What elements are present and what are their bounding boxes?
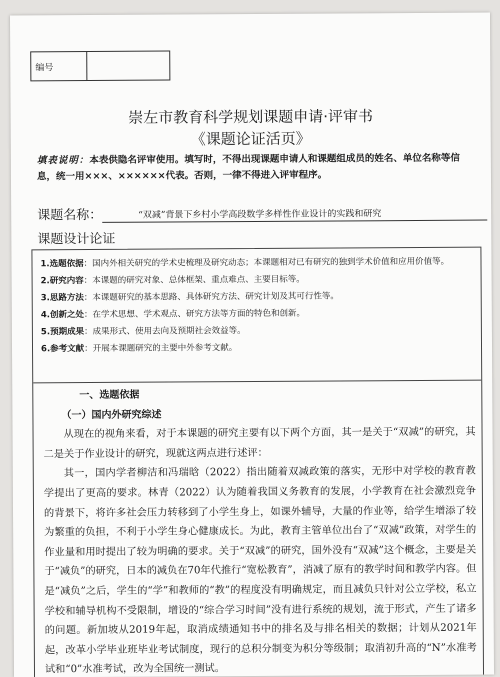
guide-item: 6.参考文献：开展本课题研究的主要中外参考文献。 <box>40 343 238 355</box>
design-heading: 课题设计论证 <box>37 231 116 248</box>
id-number-label: 编号 <box>31 52 87 80</box>
topic-label: 课题名称： <box>37 207 103 224</box>
paragraph: 从现在的视角来看，对于本课题的研究主要有以下两个方面，其一是关于“双减”的研究，其二是关于作业设计的研究，现就这两点进行述评： <box>43 426 476 461</box>
guide-item: 1.选题依据：国内外相关研究的学术史梳理及研究动态；本课题相对已有研究的独到学术价值和应用价值等。 <box>40 256 450 270</box>
document-title: 崇左市教育科学规划课题申请·评审书 <box>128 107 374 127</box>
topic-value: “双减”背景下乡村小学高段数学多样性作业设计的实践和研究 <box>102 206 487 223</box>
subsection-heading: （一）国内外研究综述 <box>61 409 162 421</box>
guide-item: 5.预期成果：成果形式、使用去向及预期社会效益等。 <box>40 326 246 338</box>
argument-frame <box>31 247 484 677</box>
document-sheet <box>10 13 494 677</box>
id-number-value <box>87 52 169 81</box>
topic-row <box>37 202 487 224</box>
guide-item: 3.思路方法：本课题研究的基本思路、具体研究方法、研究计划及其可行性等。 <box>40 291 339 304</box>
fill-instructions-text: 本表供隐名评审使用。填写时，不得出现课题申请人和课题组成员的姓名、单位名称等信息，统一用×××、××××××代表。否则，一律不得进入评审程序。 <box>36 152 460 183</box>
fill-instructions-label: 填表说明： <box>36 154 90 167</box>
guide-item: 4.创新之处：在学术思想、学术观点、研究方法等方面的特色和创新。 <box>40 308 306 321</box>
id-number-box <box>30 50 170 81</box>
divider <box>33 380 481 384</box>
fill-instructions <box>37 151 467 186</box>
guide-item: 2.研究内容：本课题的研究对象、总体框架、重点难点、主要目标等。 <box>40 274 305 287</box>
paragraph: 其一，国内学者柳洁和冯瑞晗（2022）指出随着双减政策的落实，无形中对学校的教育教学提出了更高的要求。林青（2022）认为随着我国义务教育的发展，小学教育在社会激烈竞争的背景下，将许多社会压力转移到了小学生身上，如课外辅导，大量的作业等，给学生增添了较为繁重的负担，不利于小学生身心健康成长。为此，教育主管单位出台了“双减”政策，对学生的作业量和用时提出了较为明确的要求。关于“双减”的研究，国外没有“双减”这个概念，主要是关于“减负”的研究，日本的减负在70年代推行“宽松教育”，消减了原有的教学时间和教学内容。但是“减负”之后，学生的“学”和教师的“教”的程度没有明确规定，而且减负只针对公立学校，私立学校和辅导机构不受限制，增设的“综合学习时间”没有进行系统的规划，流于形式，产生了诸多的问题。新加坡从2019年起，取消成绩通知书中的排名及与排名相关的数据；计划从2021年起，改革小学毕业班毕业考试制度，现行的总积分制变为积分等级制；取消初升高的“N”水准考试和“0”水准考试，改为全国统一测试。 <box>43 466 477 676</box>
body-text <box>43 384 477 677</box>
section-heading: 一、选题依据 <box>79 389 140 402</box>
document-subtitle: 《课题论证活页》 <box>190 129 311 149</box>
guide-list <box>40 254 471 359</box>
